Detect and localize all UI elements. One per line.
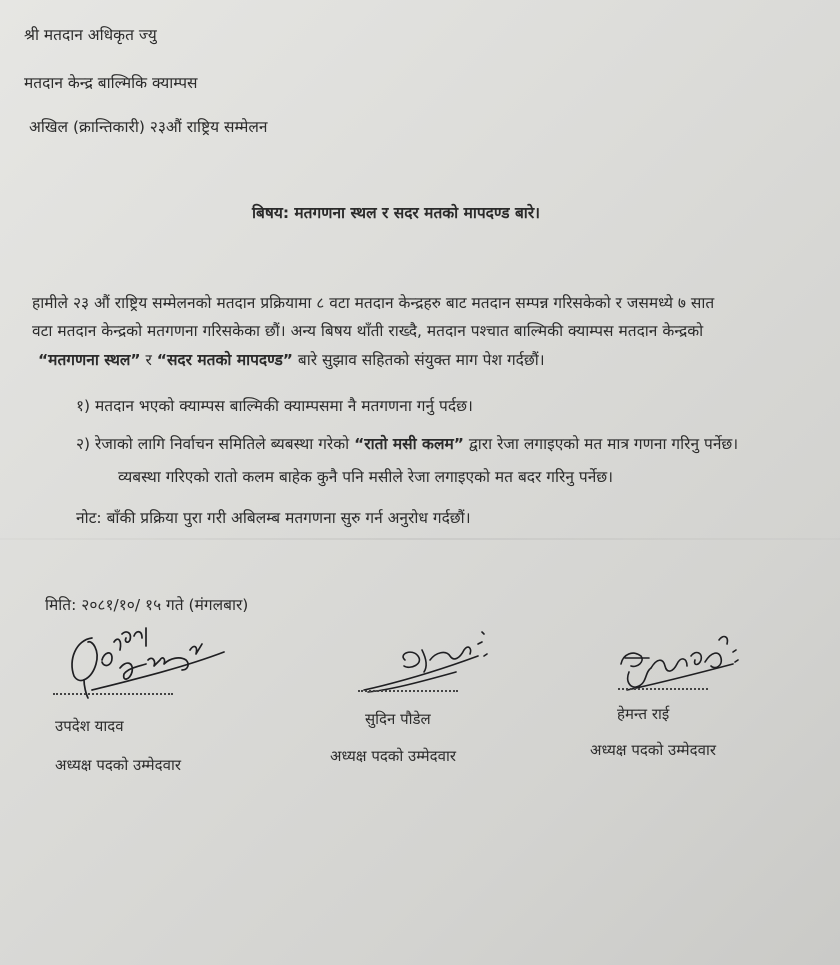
red-ink-pen-term: “रातो मसी कलम” xyxy=(354,435,464,453)
recipient-line: श्री मतदान अधिकृत ज्यु xyxy=(24,26,157,44)
signatory-role-2: अध्यक्ष पदको उम्मेदवार xyxy=(330,747,456,765)
body-line-3 xyxy=(38,350,545,370)
signatory-name-3: हेमन्त राई xyxy=(617,705,670,723)
date-line: मिति: २०८१/१०/ १५ गते (मंगलबार) xyxy=(45,596,249,614)
demand-item-2 xyxy=(76,434,738,454)
body-line-3-conjunction: र xyxy=(140,351,157,369)
demand-item-2-end: द्वारा रेजा लगाइएको मत मात्र गणना गरिनु पर्नेछ। xyxy=(463,435,739,453)
demand-item-2-continuation: व्यबस्था गरिएको रातो कलम बाहेक कुनै पनि मसीले रेजा लगाइएको मत बदर गरिनु पर्नेछ। xyxy=(118,468,614,486)
signature-updesh-yadav xyxy=(62,620,232,700)
convention-line: अखिल (क्रान्तिकारी) २३औं राष्ट्रिय सम्मेलन xyxy=(29,118,268,136)
signature-line-2 xyxy=(358,690,458,692)
signature-line-1 xyxy=(53,693,173,695)
signatory-name-1: उपदेश यादव xyxy=(55,717,124,735)
demand-item-1: १) मतदान भएको क्याम्पस बाल्मिकी क्याम्पसमा नै मतगणना गर्नु पर्दछ। xyxy=(76,397,473,415)
signature-line-3 xyxy=(618,688,708,690)
valid-vote-criteria-term: “सदर मतको मापदण्ड” xyxy=(156,351,293,369)
signatory-name-2: सुदिन पौडेल xyxy=(365,710,431,728)
polling-center-line: मतदान केन्द्र बाल्मिकि क्याम्पस xyxy=(24,74,198,92)
subject-line: बिषय: मतगणना स्थल र सदर मतको मापदण्ड बारे। xyxy=(252,204,541,222)
paper-fold xyxy=(0,538,840,540)
body-line-3-end: बारे सुझाव सहितको संयुक्त माग पेश गर्दछौं। xyxy=(292,351,545,369)
note-line: नोट: बाँकी प्रक्रिया पुरा गरी अबिलम्ब मतगणना सुरु गर्न अनुरोध गर्दछौं। xyxy=(76,509,471,527)
counting-venue-term: “मतगणना स्थल” xyxy=(38,351,141,369)
body-line-1: हामीले २३ औं राष्ट्रिय सम्मेलनको मतदान प्रक्रियामा ८ वटा मतदान केन्द्रहरु बाट मतदान सम्पन्न गरिसकेको र जसमध्ये ७ सात xyxy=(32,294,715,312)
body-line-2: वटा मतदान केन्द्रको मतगणना गरिसकेका छौं। अन्य बिषय थाँती राख्दै, मतदान पश्चात बाल्मिकी क्याम्पस मतदान केन्द्रको xyxy=(32,322,704,340)
demand-item-2-start: २) रेजाको लागि निर्वाचन समितिले ब्यबस्था गरेको xyxy=(76,435,355,453)
signatory-role-3: अध्यक्ष पदको उम्मेदवार xyxy=(590,741,716,759)
signatory-role-1: अध्यक्ष पदको उम्मेदवार xyxy=(55,756,181,774)
